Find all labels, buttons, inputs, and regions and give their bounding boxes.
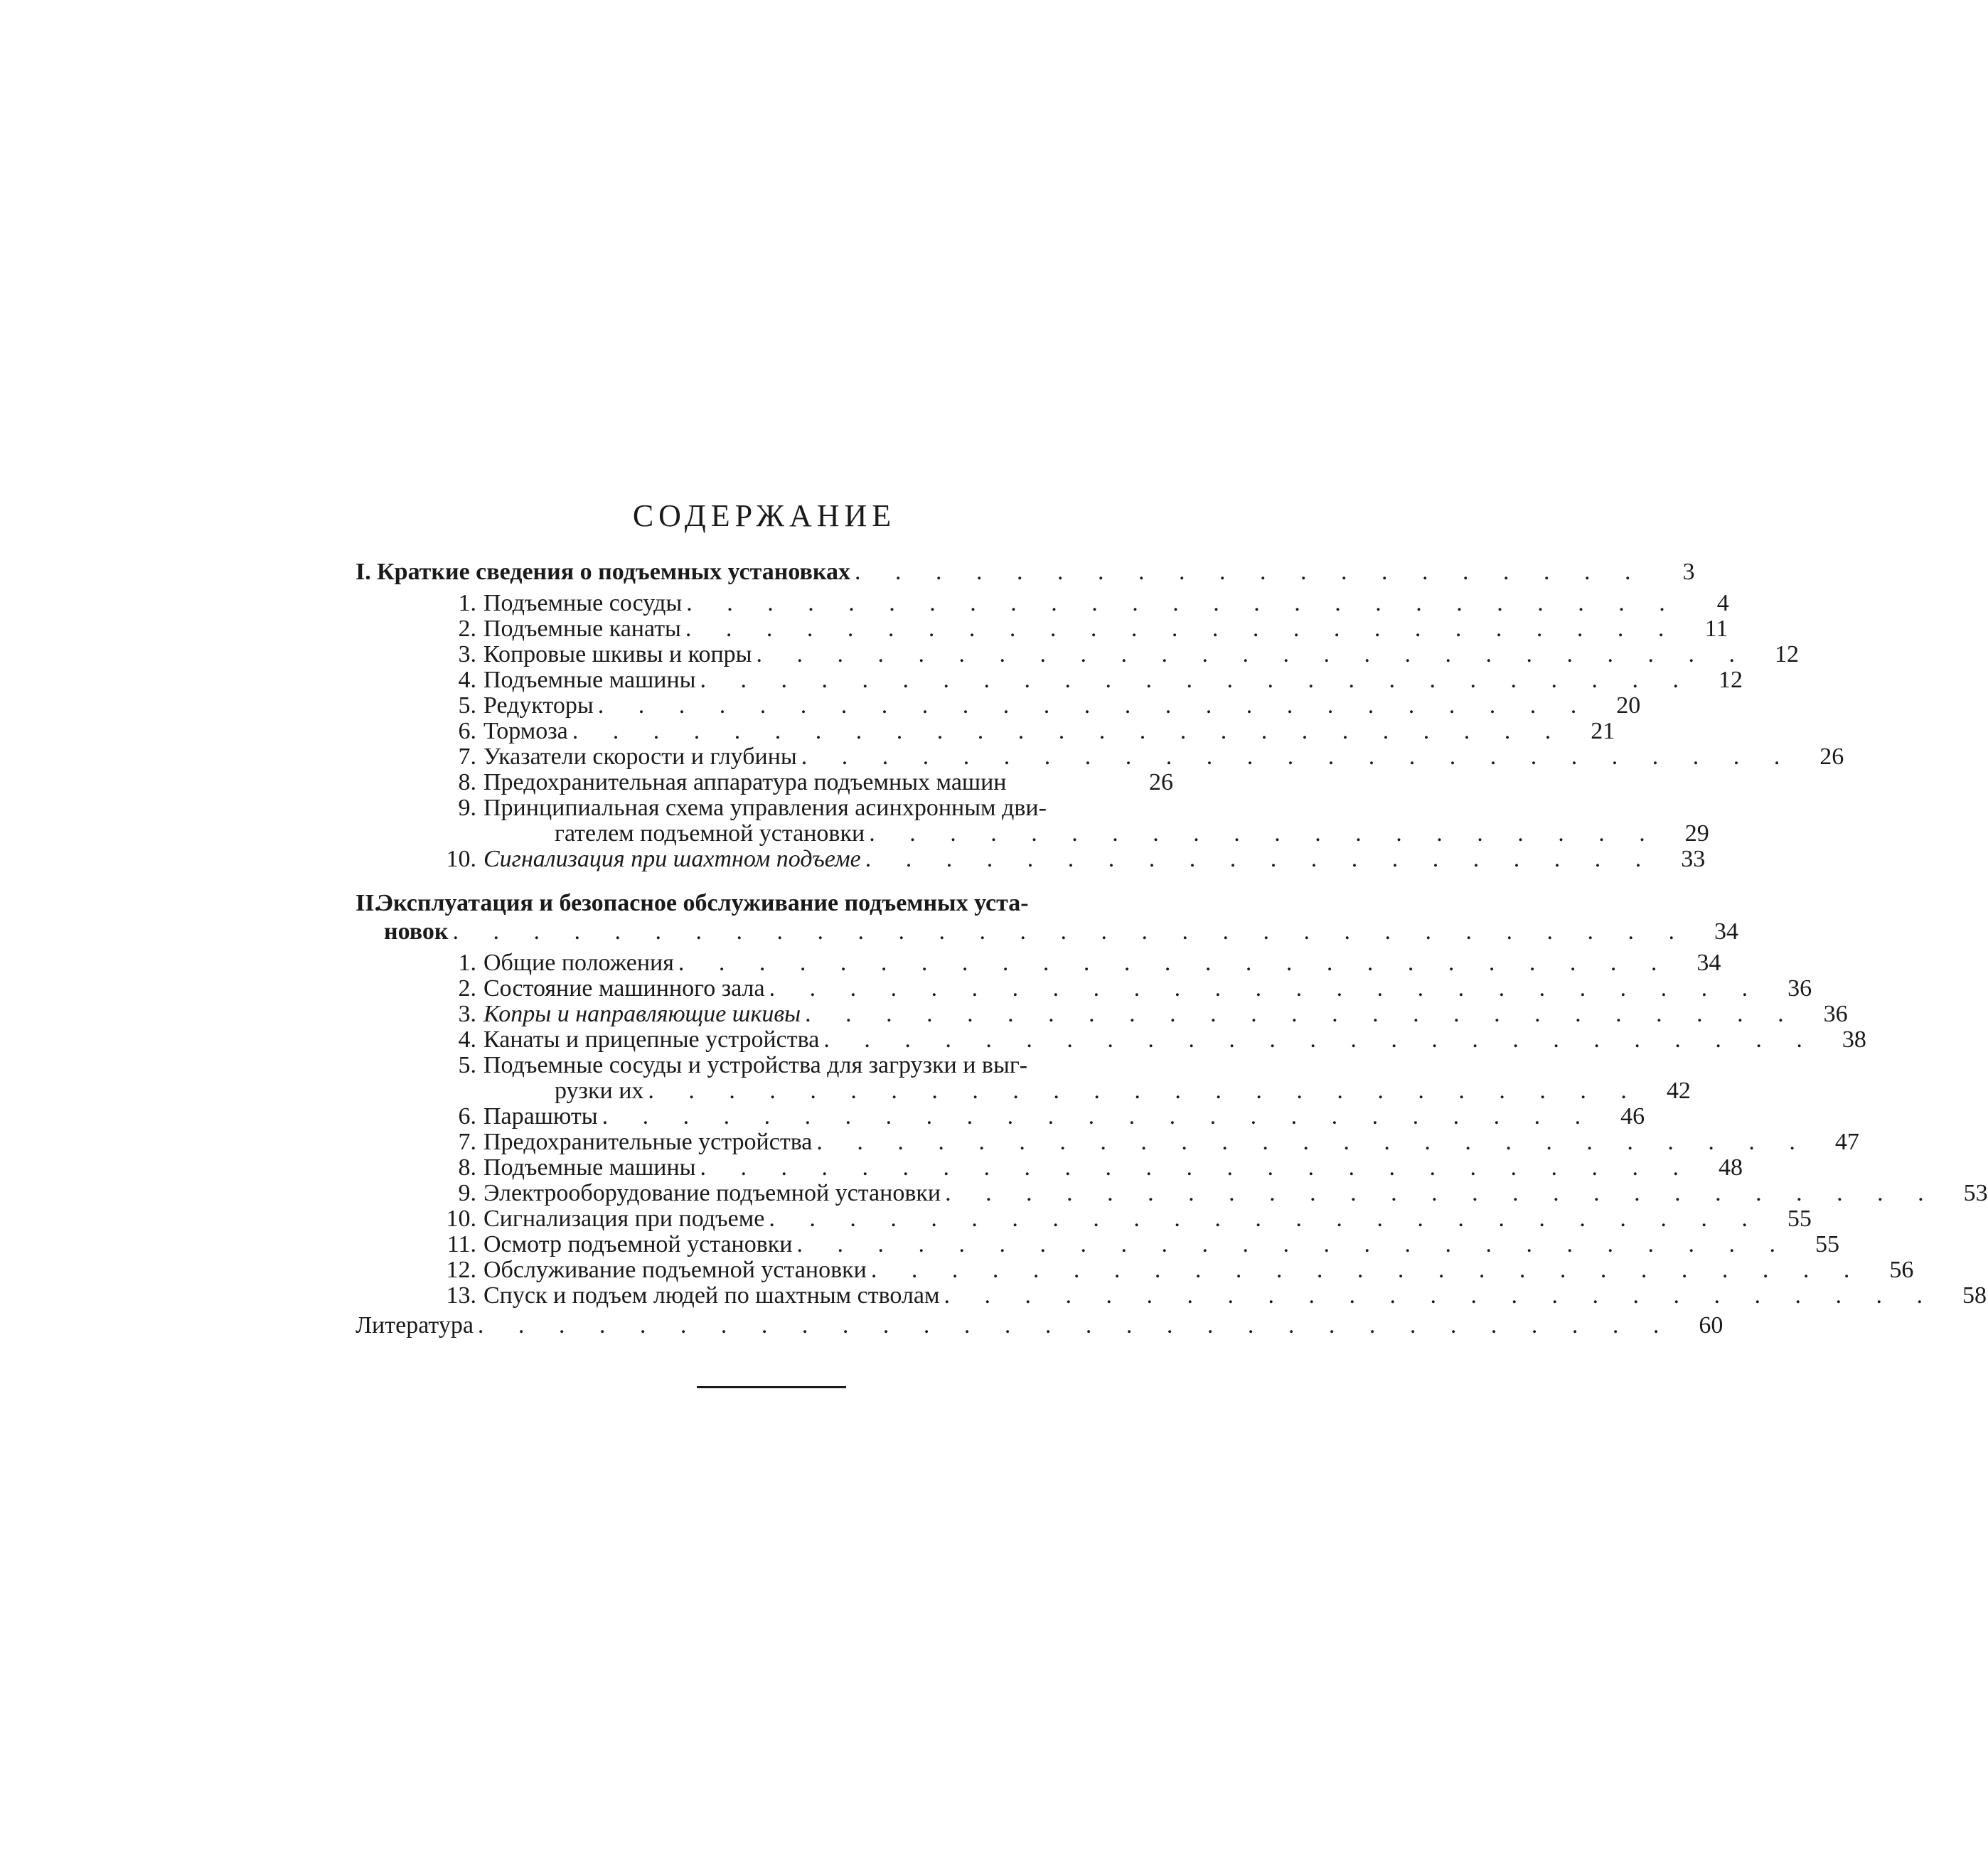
dot-leader: . . . . . . . . . . . . . . . . . . . . . . . . . [572,718,1566,744]
dot-leader: . . . . . . . . . . . . . . . . . . . . . . . . . [756,641,1749,667]
item-number: 11. [447,1231,476,1257]
section-number: II. [356,890,380,916]
item-number: 8. [458,1154,476,1181]
toc-item [427,1129,1859,1155]
toc-item [427,1154,1743,1181]
toc-item [427,744,1844,770]
item-title: Копры и направляющие шкивы [483,1001,801,1027]
dot-leader: . . . . . . . . . . . . . . . . . . . . . . . . . [870,1257,1864,1283]
dot-leader: . . . . . . . . . . . . . . . . . . . . . . . . . [823,1026,1817,1053]
item-title: Общие положения [483,950,674,976]
section-items [427,950,1988,1309]
page-number: 12 [1775,641,1799,667]
toc-item [427,1180,1988,1206]
dot-leader: . . . . . . . . . . . . . . . . . . . . . . . . . [796,1231,1790,1257]
item-number: 5. [458,1052,476,1078]
toc-item [427,975,1812,1002]
section-title: Эксплуатация и безопасное обслуживание подъемных уста- [377,890,1029,916]
item-title: Редукторы [483,692,594,719]
toc-item [427,1001,1848,1027]
item-number: 2. [458,975,476,1002]
item-number: 3. [458,641,476,667]
item-number: 4. [458,1026,476,1053]
page-number: 47 [1834,1129,1859,1155]
toc-item [427,1231,1839,1257]
page-number: 58 [1962,1282,1987,1309]
item-title: Предохранительная аппаратура подъемных машин [483,769,1007,795]
toc-item [427,1103,1645,1130]
dot-leader: . . . . . . . . . . . . . . . . . . . . . . . . . [686,590,1679,616]
toc-item [427,770,1173,795]
item-title-continuation-row [555,820,1709,847]
item-title: Сигнализация при шахтном подъеме [483,846,861,872]
item-title-continuation: рузки их [555,1078,644,1104]
page-number: 3 [1682,559,1695,585]
item-title: Подъемные машины [483,1154,696,1181]
dot-leader: . . . . . . . . . . . . . . . . . . . . [869,820,1660,847]
item-title: Принципиальная схема управления асинхронным дви- [483,795,1047,821]
toc-item [427,795,1709,847]
toc-item [427,950,1721,976]
page-number: 60 [1699,1312,1724,1338]
item-title: Подъемные сосуды и устройства для загрузки и выг- [483,1052,1028,1078]
toc-item [427,692,1641,719]
table-of-contents [356,498,1988,1338]
toc-item [427,846,1706,872]
end-rule [697,1386,846,1388]
page-number: 55 [1815,1231,1839,1257]
page-number: 21 [1591,718,1615,744]
page-number: 33 [1681,846,1706,872]
item-number: 8. [458,769,476,795]
item-number: 1. [458,590,476,616]
page-number: 38 [1842,1026,1866,1053]
page-number: 29 [1684,820,1709,847]
dot-leader: . . . . . . . . . . . . . . . . . . . . . . . . . [648,1078,1641,1104]
item-title-continuation: гателем подъемной установки [555,820,865,847]
item-title: Копровые шкивы и копры [483,641,752,667]
item-number: 7. [458,744,476,770]
dot-leader: . . . . . . . . . . . . . . . . . . . . . . . . . [678,950,1672,976]
item-number: 3. [458,1001,476,1027]
item-title: Сигнализация при подъеме [483,1206,765,1232]
item-title: Состояние машинного зала [483,975,765,1002]
toc-item [427,641,1799,667]
dot-leader: . . . . . . . . . . . . . . . . . . . . . . . . . [769,1206,1762,1232]
section-items [427,590,1844,872]
page-number: 42 [1666,1078,1691,1104]
item-title: Осмотр подъемной установки [483,1231,793,1257]
item-number: 13. [446,1282,476,1309]
dot-leader: . . . . . . . . . . . . . . . . . . . . . . . . . . . . . . . [452,918,1689,945]
dot-leader: . . . . . . . . . . . . . . . . . . . . . . . . . [805,1001,1798,1027]
item-title: Тормоза [483,718,568,744]
item-number: 5. [458,692,476,719]
dot-leader: . . . . . . . . . . . . . . . . . . . . . . . . . . . . . . [477,1312,1674,1338]
section-number: I. [356,559,371,585]
toc-item [427,1257,1914,1283]
item-title: Канаты и прицепные устройства [483,1026,820,1053]
page-number: 12 [1718,667,1743,693]
dot-leader: . . . . . . . . . . . . . . . . . . . . . . . . . [769,975,1763,1002]
item-title-continuation-row [555,1078,1691,1104]
item-title: Предохранительные устройства [483,1129,813,1155]
dot-leader: . . . . . . . . . . . . . . . . . . . . . . . . . [602,1103,1596,1130]
toc-section [356,889,1738,946]
item-number: 6. [458,718,476,744]
section-title-continuation: новок [384,918,449,945]
toc-item [427,1026,1866,1053]
item-number: 6. [458,1103,476,1130]
page-number: 36 [1823,1001,1848,1027]
item-title: Электрооборудование подъемной установки [483,1180,941,1206]
dot-leader: . . . . . . . . . . . . . . . . . . . . . . . . . [597,692,1591,719]
item-title: Подъемные сосуды [483,590,683,616]
toc-item [427,1282,1987,1309]
page-number: 53 [1963,1180,1988,1206]
page-number: 55 [1787,1206,1812,1232]
dot-leader: . . . . . . . . . . . . . . . . . . . . . . . . . [945,1180,1938,1206]
page-number: 34 [1696,950,1721,976]
page-number: 11 [1704,616,1728,642]
page-number: 26 [1149,769,1173,795]
dot-leader: . . . . . . . . . . . . . . . . . . . . . . . . . [700,1154,1693,1181]
page-number: 36 [1787,975,1812,1002]
page-number: 46 [1620,1103,1645,1130]
item-title: Спуск и подъем людей по шахтным стволам [483,1282,940,1309]
item-number: 9. [458,795,476,821]
page-number: 20 [1616,692,1641,719]
dot-leader: . . . . . . . . . . . . . . . . . . . . . . . . . [944,1282,1938,1309]
toc-item [427,616,1728,642]
toc-item [427,590,1729,616]
toc-item [427,1052,1691,1104]
dot-leader: . . . . . . . . . . . . . . . . . . . . [854,559,1645,585]
item-number: 12. [446,1257,476,1283]
item-number: 10. [446,846,476,872]
item-number: 1. [458,950,476,976]
dot-leader: . . . . . . . . . . . . . . . . . . . . . . . . . [685,616,1679,642]
item-title: Указатели скорости и глубины [483,744,797,770]
page-number: 34 [1714,918,1738,945]
toc-item [427,1206,1812,1232]
dot-leader: . . . . . . . . . . . . . . . . . . . . [865,846,1656,872]
page-number: 56 [1889,1257,1914,1283]
page-number: 48 [1718,1154,1743,1181]
toc-item [427,667,1743,693]
item-title: Парашюты [483,1103,598,1130]
dot-leader: . . . . . . . . . . . . . . . . . . . . . . . . . [816,1129,1810,1155]
item-number: 2. [458,616,476,642]
toc-item [427,718,1615,744]
item-title: Подъемные машины [483,667,696,693]
page-number: 4 [1716,590,1729,616]
item-number: 4. [458,667,476,693]
toc-literature [356,1312,1724,1338]
literature-title: Литература [356,1312,474,1338]
item-number: 7. [458,1129,476,1155]
page-number: 26 [1819,744,1844,770]
item-number: 10. [446,1206,476,1232]
item-title: Подъемные канаты [483,616,681,642]
dot-leader: . . . . . . . . . . . . . . . . . . . . . . . . . [700,667,1693,693]
item-title: Обслуживание подъемной установки [483,1257,867,1283]
item-number: 9. [458,1180,476,1206]
toc-section [356,558,1695,586]
dot-leader: . . . . . . . . . . . . . . . . . . . . . . . . . [801,744,1795,770]
section-title: Краткие сведения о подъемных установках [377,559,850,585]
page-title: СОДЕРЖАНИЕ [632,498,897,533]
